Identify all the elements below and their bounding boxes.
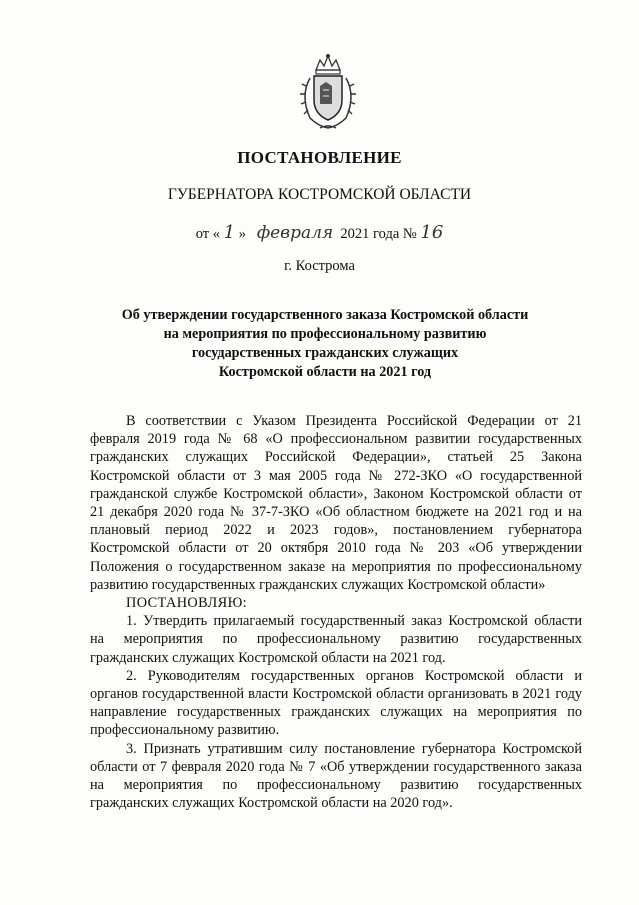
year-text: 2021 года № [340,226,417,242]
heading-line: на мероприятия по профессиональному развитию [163,326,487,342]
document-heading [100,306,550,382]
handwritten-day: 1 [223,222,236,243]
date-prefix: от « [195,226,220,242]
item-paragraph: 3. Признать утратившим силу постановление губернатора Костромской области от 7 февраля 2020 года № 7 «Об утверждении государственного заказа на мероприятия по профессиональному развитию государственных гражданских служащих Костромской области на 2020 год». [90,740,582,812]
heading-line: Об утверждении государственного заказа Костромской области [121,307,529,323]
decree-word: ПОСТАНОВЛЯЮ: [126,595,248,612]
handwritten-number: 16 [420,222,444,243]
item-paragraph: 1. Утвердить прилагаемый государственный заказ Костромской области на мероприятия по профессиональному развитию государственных гражданских служащих Костромской области на 2021 год. [90,613,582,666]
document-title: ПОСТАНОВЛЕНИЕ [237,148,402,167]
coat-of-arms-emblem [296,52,360,132]
handwritten-month: февраля [256,223,334,243]
heading-line: государственных гражданских служащих [191,345,459,361]
date-number-line [0,222,639,243]
heading-line: Костромской области на 2021 год [218,364,432,380]
city-line: г. Кострома [284,258,355,274]
item-paragraph: 2. Руководителям государственных органов Костромской области и органов государственной власти Костромской области организовать в 2021 году направление государственных гражданских служащих на мероприятия по профессиональному развитию. [90,667,582,739]
preamble-paragraph: В соответствии с Указом Президента Российской Федерации от 21 февраля 2019 года № 68 «О профессиональном развитии государственных гражданских служащих Российской Федерации», статьей 25 Закона Костромской области от 3 мая 2005 года № 272-ЗКО «О государственной гражданской службе Костромской области», Законом Костромской области от 21 декабря 2020 года № 37-7-ЗКО «Об областном бюджете на 2021 год и на плановый период 2022 и 2023 годов», постановлением губернатора Костромской области от 20 октября 2010 года № 203 «Об утверждении Положения о государственном заказе на мероприятия по профессиональному развитию государственных гражданских служащих Костромской области» [90,413,582,593]
issuer-line: ГУБЕРНАТОРА КОСТРОМСКОЙ ОБЛАСТИ [167,186,472,203]
date-close: » [238,226,246,242]
document-body [90,412,582,812]
